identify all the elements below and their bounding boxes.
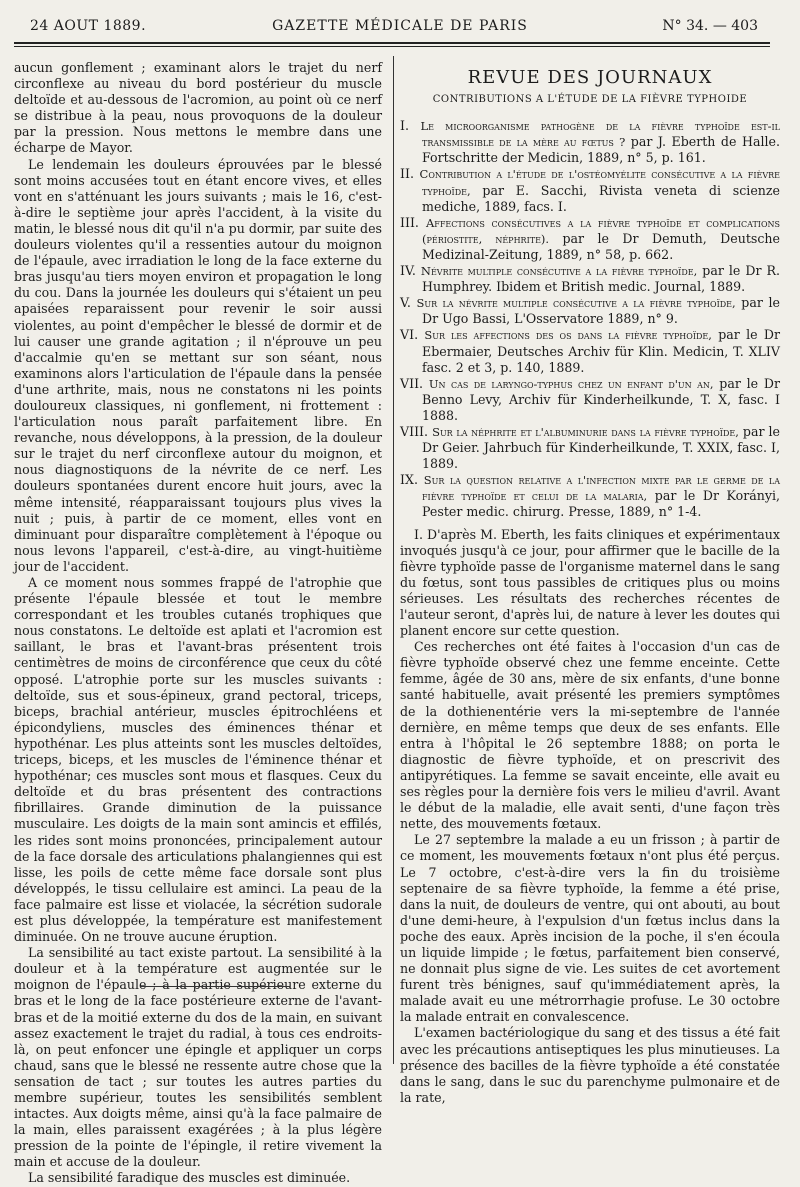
header-rule-thick bbox=[14, 42, 770, 44]
reference-item: VIII. Sur la néphrite et l'albuminurie dans la fièvre typhoïde, par le Dr Geier. Jahrbuch für Kinderheilkunde, T. XXIX, fasc. I, 1889. bbox=[400, 423, 780, 472]
header-issue-page: N° 34. — 403 bbox=[662, 18, 758, 34]
reference-item: IX. Sur la question relative a l'infection mixte par le germe de la fièvre typhoïde et celui de la malaria, par le Dr Korányi, Pester medic. chirurg. Presse, 1889, n° 1-4. bbox=[400, 472, 780, 520]
reference-item: IV. Névrite multiple consécutive a la fièvre typhoïde, par le Dr R. Humphrey. Ibidem et British medic. Journal, 1889. bbox=[400, 263, 780, 295]
left-paragraph-4: La sensibilité au tact existe partout. La sensibilité à la douleur et à la température est augmentée sur le moignon de l'épaule ; à la partie supérieure externe du bras et le long de la face postérieure externe de l'avant-bras et de la moitié externe du dos de la main, en suivant assez exactement le trajet du radial, à tous ces endroits-là, on peut enfoncer une épingle et appliquer un corps chaud, sans que le blessé ne ressente autre chose que la sensation de tact ; sur toutes les autres parties du membre supérieur, toutes les sensibilités semblent intactes. Aux doigts même, ainsi qu'à la face palmaire de la main, elles paraissent exagérées ; à la plus légère pression de la pointe de l'épingle, il retire vivement la main et accuse de la douleur. bbox=[14, 945, 382, 1170]
reference-item: I. Le microorganisme pathogène de la fièvre typhoïde est-il transmissible de la mère au fœtus ? par J. Eberth de Halle. Fortschritte der Medicin, 1889, n° 5, p. 161. bbox=[400, 118, 780, 166]
review-title: REVUE DES JOURNAUX bbox=[467, 67, 713, 88]
reference-item: VII. Un cas de laryngo-typhus chez un enfant d'un an, par le Dr Benno Levy, Archiv für Kinderheilkunde, T. X, fasc. I 1888. bbox=[400, 375, 780, 423]
right-paragraph-2: Ces recherches ont été faites à l'occasion d'un cas de fièvre typhoïde observé chez une femme enceinte. Cette femme, âgée de 30 ans, mère de six enfants, d'une bonne santé habituelle, avait présenté les premiers symptômes de la dothienentérie vers la mi-septembre de l'année dernière, en même temps que deux de ses enfants. Elle entra à l'hôpital le 26 septembre 1888; on porta le diagnostic de fièvre typhoïde, et on prescrivit des antipyrétiques. La femme se savait enceinte, elle avait eu ses règles pour la dernière fois vers le milieu d'avril. Avant le début de la maladie, elle avait senti, d'une façon très nette, des mouvements fœtaux. bbox=[400, 639, 780, 832]
column-divider bbox=[393, 56, 394, 1064]
review-subtitle: CONTRIBUTIONS A L'ÉTUDE DE LA FIÈVRE TYPHOIDE bbox=[432, 94, 748, 106]
left-paragraph-1: aucun gonflement ; examinant alors le trajet du nerf circonflexe au niveau du bord postérieur du muscle deltoïde et au-dessous de l'acromion, au point où ce nerf se distribue à la peau, nous provoquons de la douleur par la pression. Nous mettons le membre dans une écharpe de Mayor. bbox=[14, 60, 382, 156]
right-paragraph-3: Le 27 septembre la malade a eu un frisson ; à partir de ce moment, les mouvements fœtaux n'ont plus été perçus. Le 7 octobre, c'est-à-dire vers la fin du troisième septenaire de sa fièvre typhoïde, la femme a été prise, dans la nuit, de douleurs de ventre, qui ont abouti, au bout d'une demi-heure, à l'expulsion d'un fœtus inclus dans la poche des eaux. Après incision de la poche, il s'en écoula un liquide limpide ; le fœtus, parfaitement bien conservé, ne donnait plus signe de vie. Les suites de cet avortement furent très bénignes, sauf qu'immédiatement après, la malade avait eu une métrorrhagie profuse. Le 30 octobre la malade entrait en convalescence. bbox=[400, 832, 780, 1025]
right-column bbox=[400, 67, 780, 1106]
left-column bbox=[14, 60, 382, 1187]
reference-item: V. Sur la névrite multiple consécutive a la fièvre typhoïde, par le Dr Ugo Bassi, L'Osservatore 1889, n° 9. bbox=[400, 295, 780, 327]
page-header bbox=[8, 18, 792, 42]
left-paragraph-3: A ce moment nous sommes frappé de l'atrophie que présente l'épaule blessée et tout le membre correspondant et les troubles cutanés trophiques que nous constatons. Le deltoïde est aplati et l'acromion est saillant, le bras et l'avant-bras présentent trois centimètres de moins de circonférence que ceux du côté opposé. L'atrophie porte sur les muscles suivants : deltoïde, sus et sous-épineux, grand pectoral, triceps, biceps, brachial antérieur, muscles épitrochléens et épicondyliens, muscles des éminences thénar et hypothénar. Les plus atteints sont les muscles deltoïdes, triceps, biceps, et les muscles de l'éminence thénar et hypothénar; ces muscles sont mous et flasques. Ceux du deltoïde et du bras présentent des contractions fibrillaires. Grande diminution de la puissance musculaire. Les doigts de la main sont amincis et effilés, les rides sont moins prononcées, principalement autour de la face dorsale des articulations phalangiennes qui est lisse, les poils de cette même face dorsale sont plus développés, le tissu cellulaire est aminci. La peau de la face palmaire est lisse et violacée, la sécrétion sudorale est plus développée, la température est manifestement diminuée. On ne trouve aucune éruption. bbox=[14, 575, 382, 945]
right-paragraph-4: L'examen bactériologique du sang et des tissus a été fait avec les précautions antiseptiques les plus minutieuses. La présence des bacilles de la fièvre typhoïde a été constatée dans le sang, dans le suc du parenchyme pulmonaire et de la rate, bbox=[400, 1025, 780, 1105]
left-paragraph-2: Le lendemain les douleurs éprouvées par le blessé sont moins accusées tout en étant encore vives, et elles vont en s'atténuant les jours suivants ; mais le 16, c'est-à-dire le septième jour après l'accident, à la visite du matin, le blessé nous dit qu'il n'a pu dormir, par suite des douleurs violentes qu'il a ressenties autour du moignon de l'épaule, avec irradiation le long de la face externe du bras jusqu'au tiers moyen environ et propagation le long du cou. Dans la journée les douleurs qui s'étaient un peu apaisées reparaissent pour revenir le soir aussi violentes, au point d'empêcher le blessé de dormir et de lui causer une grande agitation ; il n'éprouve un peu d'accalmie qu'en se mettant sur son séant, nous examinons alors l'articulation de l'épaule dans la pensée d'une arthrite, mais, nous ne constatons ni les points douloureux classiques, ni gonflement, ni frottement : l'articulation nous paraît parfaitement libre. En revanche, nous développons, à la pression, de la douleur sur le trajet du nerf circonflexe autour du moignon, et nous diagnostiquons de la névrite de ce nerf. Les douleurs spontanées durent encore huit jours, avec la même intensité, réapparaissant toujours plus vives la nuit ; puis, à partir de ce moment, elles vont en diminuant pour disparaître complètement à l'époque ou nous levons l'appareil, c'est-à-dire, au vingt-huitième jour de l'accident. bbox=[14, 156, 382, 574]
reference-list bbox=[400, 118, 780, 520]
header-rule-thin bbox=[14, 46, 770, 47]
left-paragraph-5: La sensibilité faradique des muscles est diminuée. bbox=[28, 1170, 351, 1186]
reference-item: VI. Sur les affections des os dans la fièvre typhoïde, par le Dr Ebermaier, Deutsches Archiv für Klin. Medicin, T. XLIV fasc. 2 et 3, p. 140, 1889. bbox=[400, 327, 780, 375]
reference-item: II. Contribution a l'étude de l'ostéomyélite consécutive a la fièvre typhoïde, par E. Sacchi, Rivista veneta di scienze mediche, 1889, facs. I. bbox=[400, 166, 780, 214]
section-end-rule bbox=[140, 986, 290, 987]
header-journal-title: GAZETTE MÉDICALE DE PARIS bbox=[272, 18, 528, 34]
right-paragraph-1: I. D'après M. Eberth, les faits cliniques et expérimentaux invoqués jusqu'à ce jour, pour affirmer que le bacille de la fièvre typhoïde passe de l'organisme maternel dans le sang du fœtus, sont tous passibles de critiques plus ou moins sérieuses. Les résultats des recherches récentes de l'auteur seront, d'après lui, de nature à lever les doutes qui planent encore sur cette question. bbox=[400, 526, 780, 639]
reference-item: III. Affections consécutives a la fièvre typhoïde et complications (périostite, néphrite). par le Dr Demuth, Deutsche Medizinal-Zeitung, 1889, n° 58, p. 662. bbox=[400, 214, 780, 262]
header-date: 24 AOUT 1889. bbox=[30, 18, 147, 34]
